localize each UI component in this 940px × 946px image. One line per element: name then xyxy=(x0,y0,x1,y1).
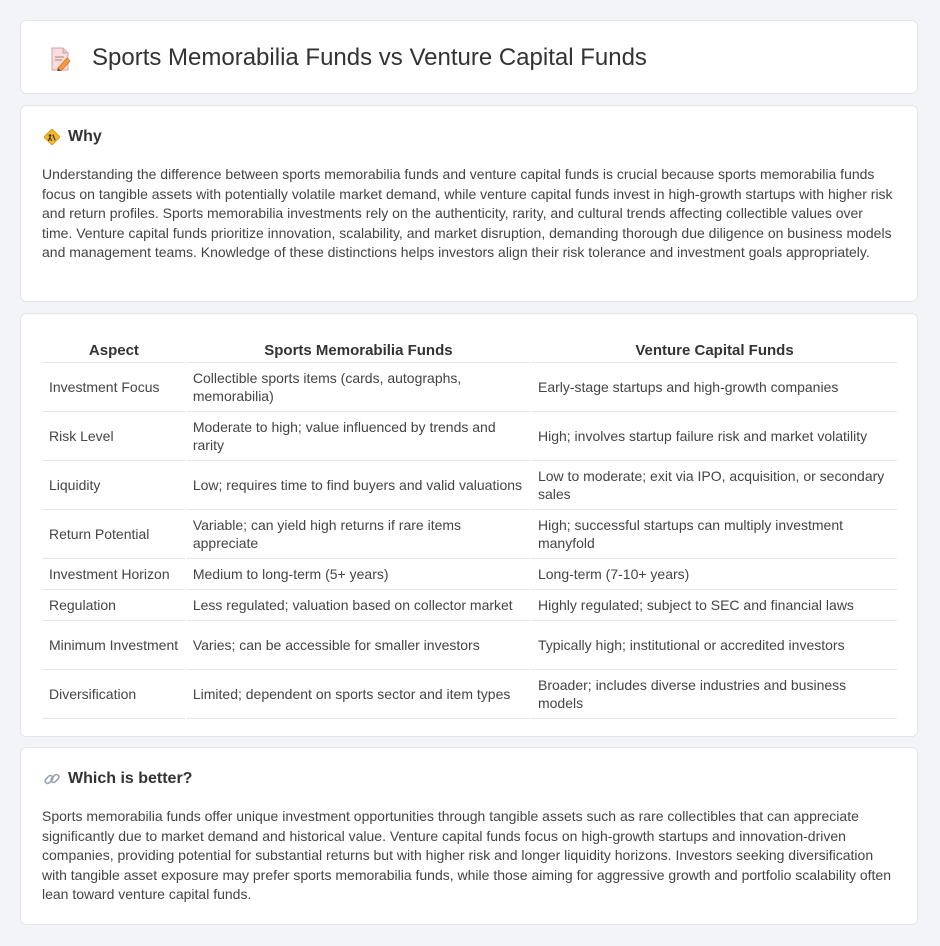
table-cell-aspect: Investment Horizon xyxy=(43,559,185,590)
table-cell-sports: Limited; dependent on sports sector and item types xyxy=(187,670,530,719)
why-title: Why xyxy=(68,128,102,145)
table-header-aspect: Aspect xyxy=(43,334,185,363)
table-cell-aspect: Risk Level xyxy=(43,412,185,461)
table-cell-aspect: Liquidity xyxy=(43,461,185,510)
table-cell-venture: Typically high; institutional or accredited investors xyxy=(532,621,897,670)
table-cell-sports: Less regulated; valuation based on collector market xyxy=(187,590,530,621)
table-cell-sports: Variable; can yield high returns if rare items appreciate xyxy=(187,510,530,559)
which-is-better-section xyxy=(20,747,918,925)
table-row xyxy=(43,510,897,559)
table-row xyxy=(43,670,897,719)
table-cell-venture: Highly regulated; subject to SEC and financial laws xyxy=(532,590,897,621)
better-text: Sports memorabilia funds offer unique investment opportunities through tangible assets such as rare collectibles that can appreciate significantly due to market demand and historical value. Venture capital funds focus on high-growth startups and innovation-driven companies, providing potential for substantial returns but with higher risk and longer liquidity horizons. Investors seeking diversification with tangible asset exposure may prefer sports memorabilia funds, while those aiming for aggressive growth and portfolio scalability often lean toward venture capital funds. xyxy=(42,808,891,903)
table-cell-venture: Broader; includes diverse industries and business models xyxy=(532,670,897,719)
table-cell-venture: Long-term (7-10+ years) xyxy=(532,559,897,590)
table-cell-aspect: Minimum Investment xyxy=(43,621,185,670)
table-cell-aspect: Regulation xyxy=(43,590,185,621)
warning-sign-icon xyxy=(43,128,61,146)
table-cell-venture: High; involves startup failure risk and market volatility xyxy=(532,412,897,461)
why-heading xyxy=(43,126,102,148)
table-row xyxy=(43,363,897,412)
table-cell-venture: Early-stage startups and high-growth companies xyxy=(532,363,897,412)
table-header-venture-capital: Venture Capital Funds xyxy=(532,334,897,363)
table-row xyxy=(43,412,897,461)
table-cell-venture: Low to moderate; exit via IPO, acquisition, or secondary sales xyxy=(532,461,897,510)
table-cell-sports: Low; requires time to find buyers and valid valuations xyxy=(187,461,530,510)
comparison-table xyxy=(41,334,899,719)
table-cell-sports: Medium to long-term (5+ years) xyxy=(187,559,530,590)
table-row xyxy=(43,461,897,510)
table-row xyxy=(43,559,897,590)
link-icon xyxy=(43,770,61,788)
table-cell-sports: Varies; can be accessible for smaller investors xyxy=(187,621,530,670)
table-header-row xyxy=(43,334,897,363)
table-cell-venture: High; successful startups can multiply investment manyfold xyxy=(532,510,897,559)
why-section xyxy=(20,105,918,302)
header-card xyxy=(20,20,918,94)
page-title: Sports Memorabilia Funds vs Venture Capital Funds xyxy=(92,44,647,71)
table-row xyxy=(43,621,897,670)
why-text: Understanding the difference between sports memorabilia funds and venture capital funds is crucial because sports memorabilia funds focus on tangible assets with potentially volatile market demand, while venture capital funds invest in high-growth startups with higher risk and return profiles. Sports memorabilia investments rely on the authenticity, rarity, and cultural trends affecting collectible values over time. Venture capital funds prioritize innovation, scalability, and market disruption, demanding thorough due diligence on business models and management teams. Knowledge of these distinctions helps investors align their risk tolerance and investment goals appropriately. xyxy=(42,166,893,261)
table-cell-sports: Moderate to high; value influenced by trends and rarity xyxy=(187,412,530,461)
better-title: Which is better? xyxy=(68,770,193,787)
comparison-table-card xyxy=(20,313,918,737)
table-row xyxy=(43,590,897,621)
table-cell-sports: Collectible sports items (cards, autographs, memorabilia) xyxy=(187,363,530,412)
document-pencil-icon xyxy=(49,47,71,71)
table-header-sports-memorabilia: Sports Memorabilia Funds xyxy=(187,334,530,363)
table-cell-aspect: Investment Focus xyxy=(43,363,185,412)
better-heading xyxy=(43,768,192,790)
table-cell-aspect: Return Potential xyxy=(43,510,185,559)
table-cell-aspect: Diversification xyxy=(43,670,185,719)
